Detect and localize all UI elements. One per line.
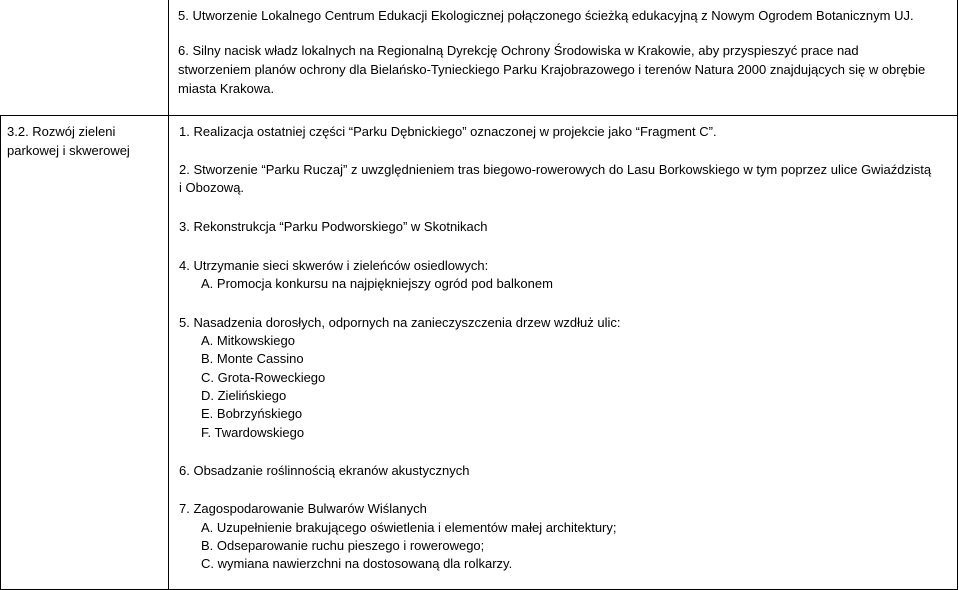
list-item-1: 1. Realizacja ostatniej części “Parku Dębnickiego” oznaczonej w projekcie jako “Fragment C”. [179,124,717,139]
list-item-2-line1: 2. Stworzenie “Parku Ruczaj” z uwzględnieniem tras biegowo-rowerowych do Lasu Borkowskiego w tym poprzez ulice Gwiaździstą [179,162,932,177]
top-item-5: 5. Utworzenie Lokalnego Centrum Edukacji Ekologicznej połączonego ścieżką edukacyjną z Nowym Ogrodem Botanicznym UJ. [178,8,914,23]
list-item-6: 6. Obsadzanie roślinnością ekranów akustycznych [179,463,470,478]
table-right-border [957,0,958,590]
list-item-5-sub-a: A. Mitkowskiego [201,333,295,348]
table-outer-left-border [0,115,1,590]
top-item-6-line3: miasta Krakowa. [178,81,275,96]
list-item-7-sub-a: A. Uzupełnienie brakującego oświetlenia i elementów małej architektury; [201,520,617,535]
table-left-border [168,0,169,115]
list-item-5-sub-c: C. Grota-Roweckiego [201,370,326,385]
list-item-2-line2: i Obozową. [179,180,245,195]
table-column-divider [168,115,169,590]
list-item-7: 7. Zagospodarowanie Bulwarów Wiślanych [179,501,427,516]
list-item-4-sub-a: A. Promocja konkursu na najpiękniejszy ogród pod balkonem [201,276,553,291]
list-item-7-sub-b: B. Odseparowanie ruchu pieszego i rowerowego; [201,538,485,553]
top-item-6-line2: stworzeniem planów ochrony dla Bielańsko-Tynieckiego Parku Krajobrazowego i terenów Natura 2000 znajdujących się w obrębie [178,62,926,77]
list-item-5-sub-e: E. Bobrzyńskiego [201,406,303,421]
list-item-4: 4. Utrzymanie sieci skwerów i zieleńców osiedlowych: [179,258,489,273]
section-label-line2: parkowej i skwerowej [7,143,130,158]
section-label: 3.2. Rozwój zieleni [7,124,116,139]
list-item-5: 5. Nasadzenia dorosłych, odpornych na zanieczyszczenia drzew wzdłuż ulic: [179,315,621,330]
list-item-3: 3. Rekonstrukcja “Parku Podworskiego” w Skotnikach [179,219,488,234]
list-item-5-sub-d: D. Zielińskiego [201,388,287,403]
table-row-divider-top [0,115,958,116]
list-item-5-sub-f: F. Twardowskiego [201,425,305,440]
list-item-7-sub-c: C. wymiana nawierzchni na dostosowaną dla rolkarzy. [201,556,513,571]
list-item-5-sub-b: B. Monte Cassino [201,351,304,366]
top-item-6-line1: 6. Silny nacisk władz lokalnych na Regionalną Dyrekcję Ochrony Środowiska w Krakowie, aby przyspieszyć prace nad [178,43,859,58]
